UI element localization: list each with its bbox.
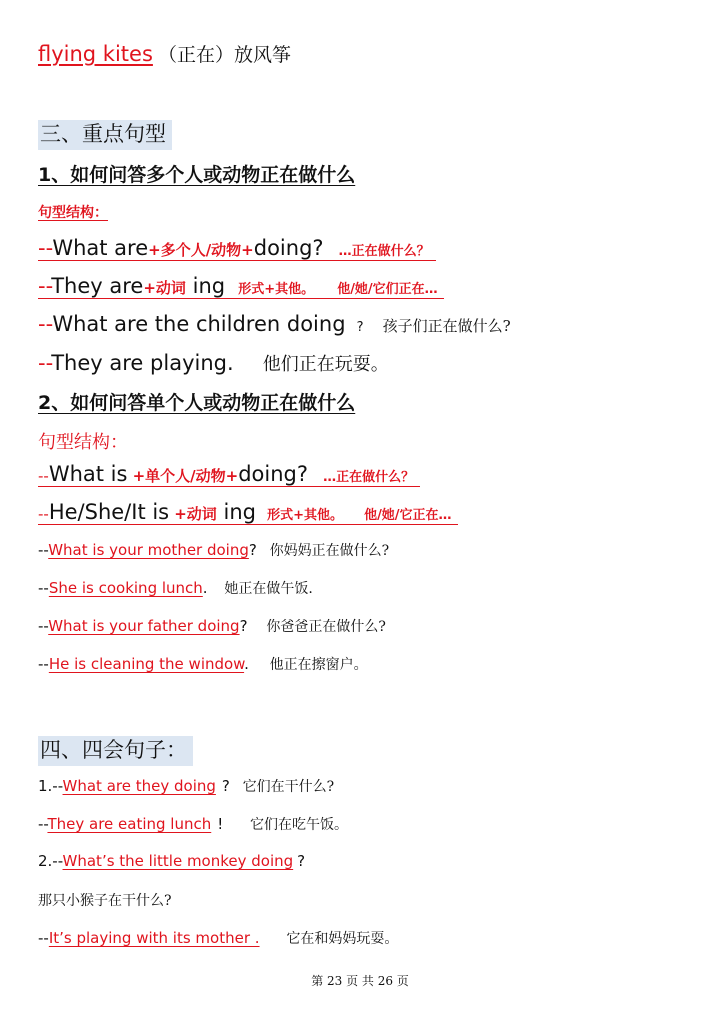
vocab-english: flying kites — [38, 42, 153, 66]
pattern-line-2 — [38, 274, 444, 299]
sentence-chinese: 它们在干什么? — [242, 779, 335, 795]
number-prefix: 1.-- — [38, 777, 63, 795]
dash: -- — [38, 467, 49, 485]
sentence-line-1 — [38, 776, 334, 796]
section-4-title: 四、四会句子： — [38, 736, 193, 766]
sentence-chinese: 它在和妈妈玩耍。 — [286, 931, 399, 947]
pattern-line-4 — [38, 500, 458, 525]
dash: -- — [38, 505, 49, 523]
example-english: What are the children doing — [52, 312, 346, 336]
pattern-line-3 — [38, 462, 420, 487]
page-footer: 第 23 页 共 26 页 — [311, 974, 409, 988]
dash: -- — [38, 579, 49, 597]
vocab-line — [38, 40, 291, 67]
question-mark: ? — [221, 777, 230, 795]
exclamation-mark: ! — [217, 815, 224, 833]
period: . — [244, 655, 249, 673]
pattern-red: +单个人/动物+ — [132, 467, 239, 485]
sentence-english: It’s playing with its mother . — [48, 929, 260, 947]
structure-label-1: 句型结构： — [38, 205, 108, 221]
example-chinese: 你妈妈正在做什么? — [269, 543, 390, 559]
example-chinese: 他们正在玩耍。 — [262, 354, 389, 375]
example-chinese: 孩子们正在做什么? — [382, 317, 511, 335]
sentence-chinese: 它们在吃午饭。 — [250, 817, 349, 833]
sentence-line-4: 那只小猴子在干什么? — [38, 893, 172, 909]
section-3-heading — [38, 118, 172, 148]
pattern-chinese: …正在做什么？ — [338, 244, 430, 259]
pattern-english: He/She/It is — [48, 500, 170, 524]
example-english: What is your father doing — [48, 617, 240, 635]
example-line-2 — [38, 350, 389, 376]
dash: -- — [38, 274, 52, 298]
question-2-heading: 2、如何问答单个人或动物正在做什么 — [38, 392, 356, 414]
question-mark: ? — [297, 852, 306, 870]
pattern-doing: doing? — [253, 236, 324, 260]
pattern-red: +动词 — [143, 279, 186, 297]
sentence-english: They are eating lunch — [47, 815, 212, 833]
sentence-english: What are they doing — [62, 777, 216, 795]
period: . — [202, 579, 208, 597]
pattern-ing: ing — [216, 500, 256, 524]
dash: -- — [38, 541, 49, 559]
pattern-red: +多个人/动物+ — [148, 241, 254, 259]
question-mark: ? — [248, 541, 257, 559]
section-4-heading — [38, 734, 193, 764]
example-line-3 — [38, 540, 389, 560]
pattern-english: What is — [48, 462, 128, 486]
section-3-title: 三、重点句型 — [38, 120, 172, 150]
dash: -- — [38, 236, 53, 260]
dash: -- — [38, 617, 49, 635]
example-line-1 — [38, 312, 511, 336]
dash: -- — [38, 312, 53, 336]
pattern-red: +动词 — [174, 505, 217, 523]
pattern-english: What are — [52, 236, 149, 260]
example-line-5 — [38, 616, 386, 636]
example-chinese: 你爸爸正在做什么? — [266, 619, 386, 635]
pattern-red-form: 形式+其他。 — [238, 282, 315, 297]
sentence-line-3 — [38, 852, 305, 870]
pattern-ing: ing — [185, 274, 226, 298]
pattern-doing: doing? — [238, 462, 308, 486]
number-prefix: -- — [38, 815, 48, 833]
question-1-heading: 1、如何问答多个人或动物正在做什么 — [38, 164, 356, 186]
pattern-chinese: 他/她/它们正在… — [337, 282, 438, 297]
pattern-chinese: 他/她/它正在… — [364, 508, 452, 523]
example-english: What is your mother doing — [48, 541, 249, 559]
example-chinese: 她正在做午饭. — [224, 581, 313, 597]
vocab-chinese: （正在）放风筝 — [158, 44, 292, 66]
question-mark: ? — [356, 320, 364, 335]
example-english: They are playing. — [51, 351, 234, 375]
number-prefix: -- — [38, 929, 49, 947]
number-prefix: 2.-- — [38, 852, 63, 870]
pattern-english: They are — [51, 274, 144, 298]
dash: -- — [38, 655, 49, 673]
pattern-chinese: …正在做什么？ — [323, 470, 415, 485]
dash: -- — [38, 351, 52, 375]
example-english: He is cleaning the window — [48, 655, 245, 673]
example-line-4 — [38, 578, 313, 598]
example-line-6 — [38, 654, 368, 674]
question-mark: ? — [239, 617, 248, 635]
structure-label-2: 句型结构： — [38, 432, 128, 453]
pattern-red-form: 形式+其他。 — [267, 508, 343, 523]
example-english: She is cooking lunch — [48, 579, 203, 597]
sentence-line-2 — [38, 814, 348, 834]
pattern-line-1 — [38, 236, 436, 261]
example-chinese: 他正在擦窗户。 — [269, 657, 368, 673]
sentence-line-5 — [38, 928, 398, 948]
sentence-english: What’s the little monkey doing — [62, 852, 294, 870]
